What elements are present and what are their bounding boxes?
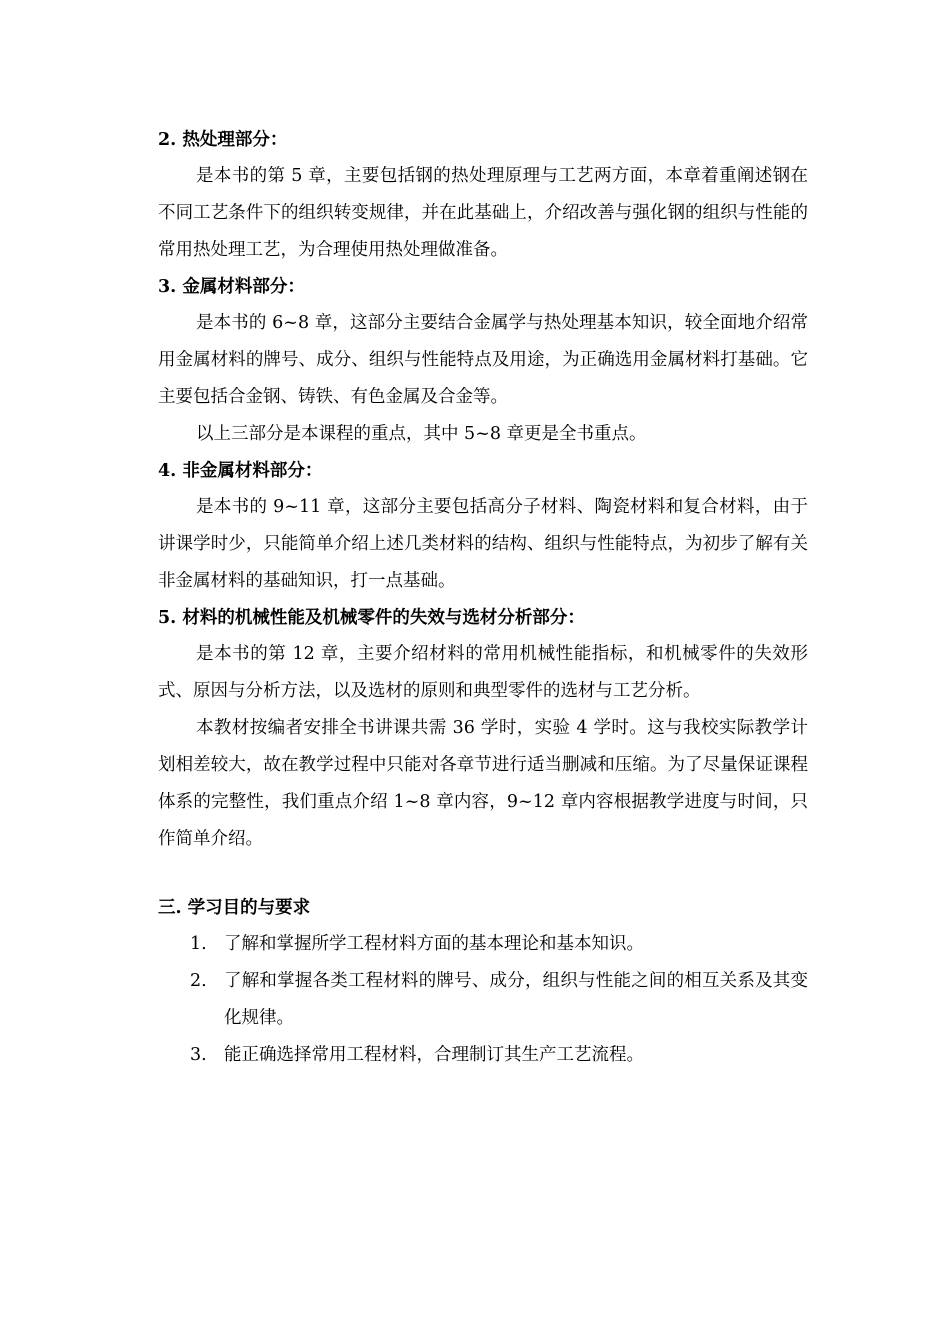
goals-list xyxy=(158,926,808,1074)
list-item-text: 能正确选择常用工程材料，合理制订其生产工艺流程。 xyxy=(224,1045,644,1065)
paragraph: 是本书的第 12 章，主要介绍材料的常用机械性能指标，和机械零件的失效形式、原因与分析方法，以及选材的原则和典型零件的选材与工艺分析。 xyxy=(158,644,808,701)
section-heading-mechanical-properties: 5. 材料的机械性能及机械零件的失效与选材分析部分： xyxy=(158,608,585,628)
list-item xyxy=(158,1037,808,1074)
list-item xyxy=(158,926,808,963)
paragraph: 是本书的 6~8 章，这部分主要结合金属学与热处理基本知识，较全面地介绍常用金属材料的牌号、成分、组织与性能特点及用途，为正确选用金属材料打基础。它主要包括合金钢、铸铁、有色金属及合金等。 xyxy=(158,313,808,407)
paragraph: 本教材按编者安排全书讲课共需 36 学时，实验 4 学时。这与我校实际教学计划相差较大，故在教学过程中只能对各章节进行适当删减和压缩。为了尽量保证课程体系的完整性，我们重点介绍 1~8 章内容，9~12 章内容根据教学进度与时间，只作简单介绍。 xyxy=(158,718,808,849)
section-heading-metal-materials: 3. 金属材料部分： xyxy=(158,277,305,297)
spacer xyxy=(158,858,808,890)
paragraph: 是本书的 9~11 章，这部分主要包括高分子材料、陶瓷材料和复合材料，由于讲课学时少，只能简单介绍上述几类材料的结构、组织与性能特点，为初步了解有关非金属材料的基础知识，打一点基础。 xyxy=(158,497,808,591)
paragraph: 以上三部分是本课程的重点，其中 5~8 章更是全书重点。 xyxy=(196,424,647,444)
document-page xyxy=(158,122,808,1074)
paragraph: 是本书的第 5 章，主要包括钢的热处理原理与工艺两方面，本章着重阐述钢在不同工艺条件下的组织转变规律，并在此基础上，介绍改善与强化钢的组织与性能的常用热处理工艺，为合理使用热处理做准备。 xyxy=(158,166,808,260)
section-heading-nonmetal-materials: 4. 非金属材料部分： xyxy=(158,461,323,481)
list-item-text: 了解和掌握所学工程材料方面的基本理论和基本知识。 xyxy=(224,934,644,954)
list-item-text: 了解和掌握各类工程材料的牌号、成分，组织与性能之间的相互关系及其变化规律。 xyxy=(224,971,808,1028)
section-heading-heat-treatment: 2. 热处理部分： xyxy=(158,130,288,150)
list-item-number: 2. xyxy=(190,971,207,991)
list-item xyxy=(158,963,808,1037)
list-item-number: 3. xyxy=(190,1045,207,1065)
section-heading-learning-goals: 三. 学习目的与要求 xyxy=(158,898,311,918)
list-item-number: 1. xyxy=(190,934,207,954)
